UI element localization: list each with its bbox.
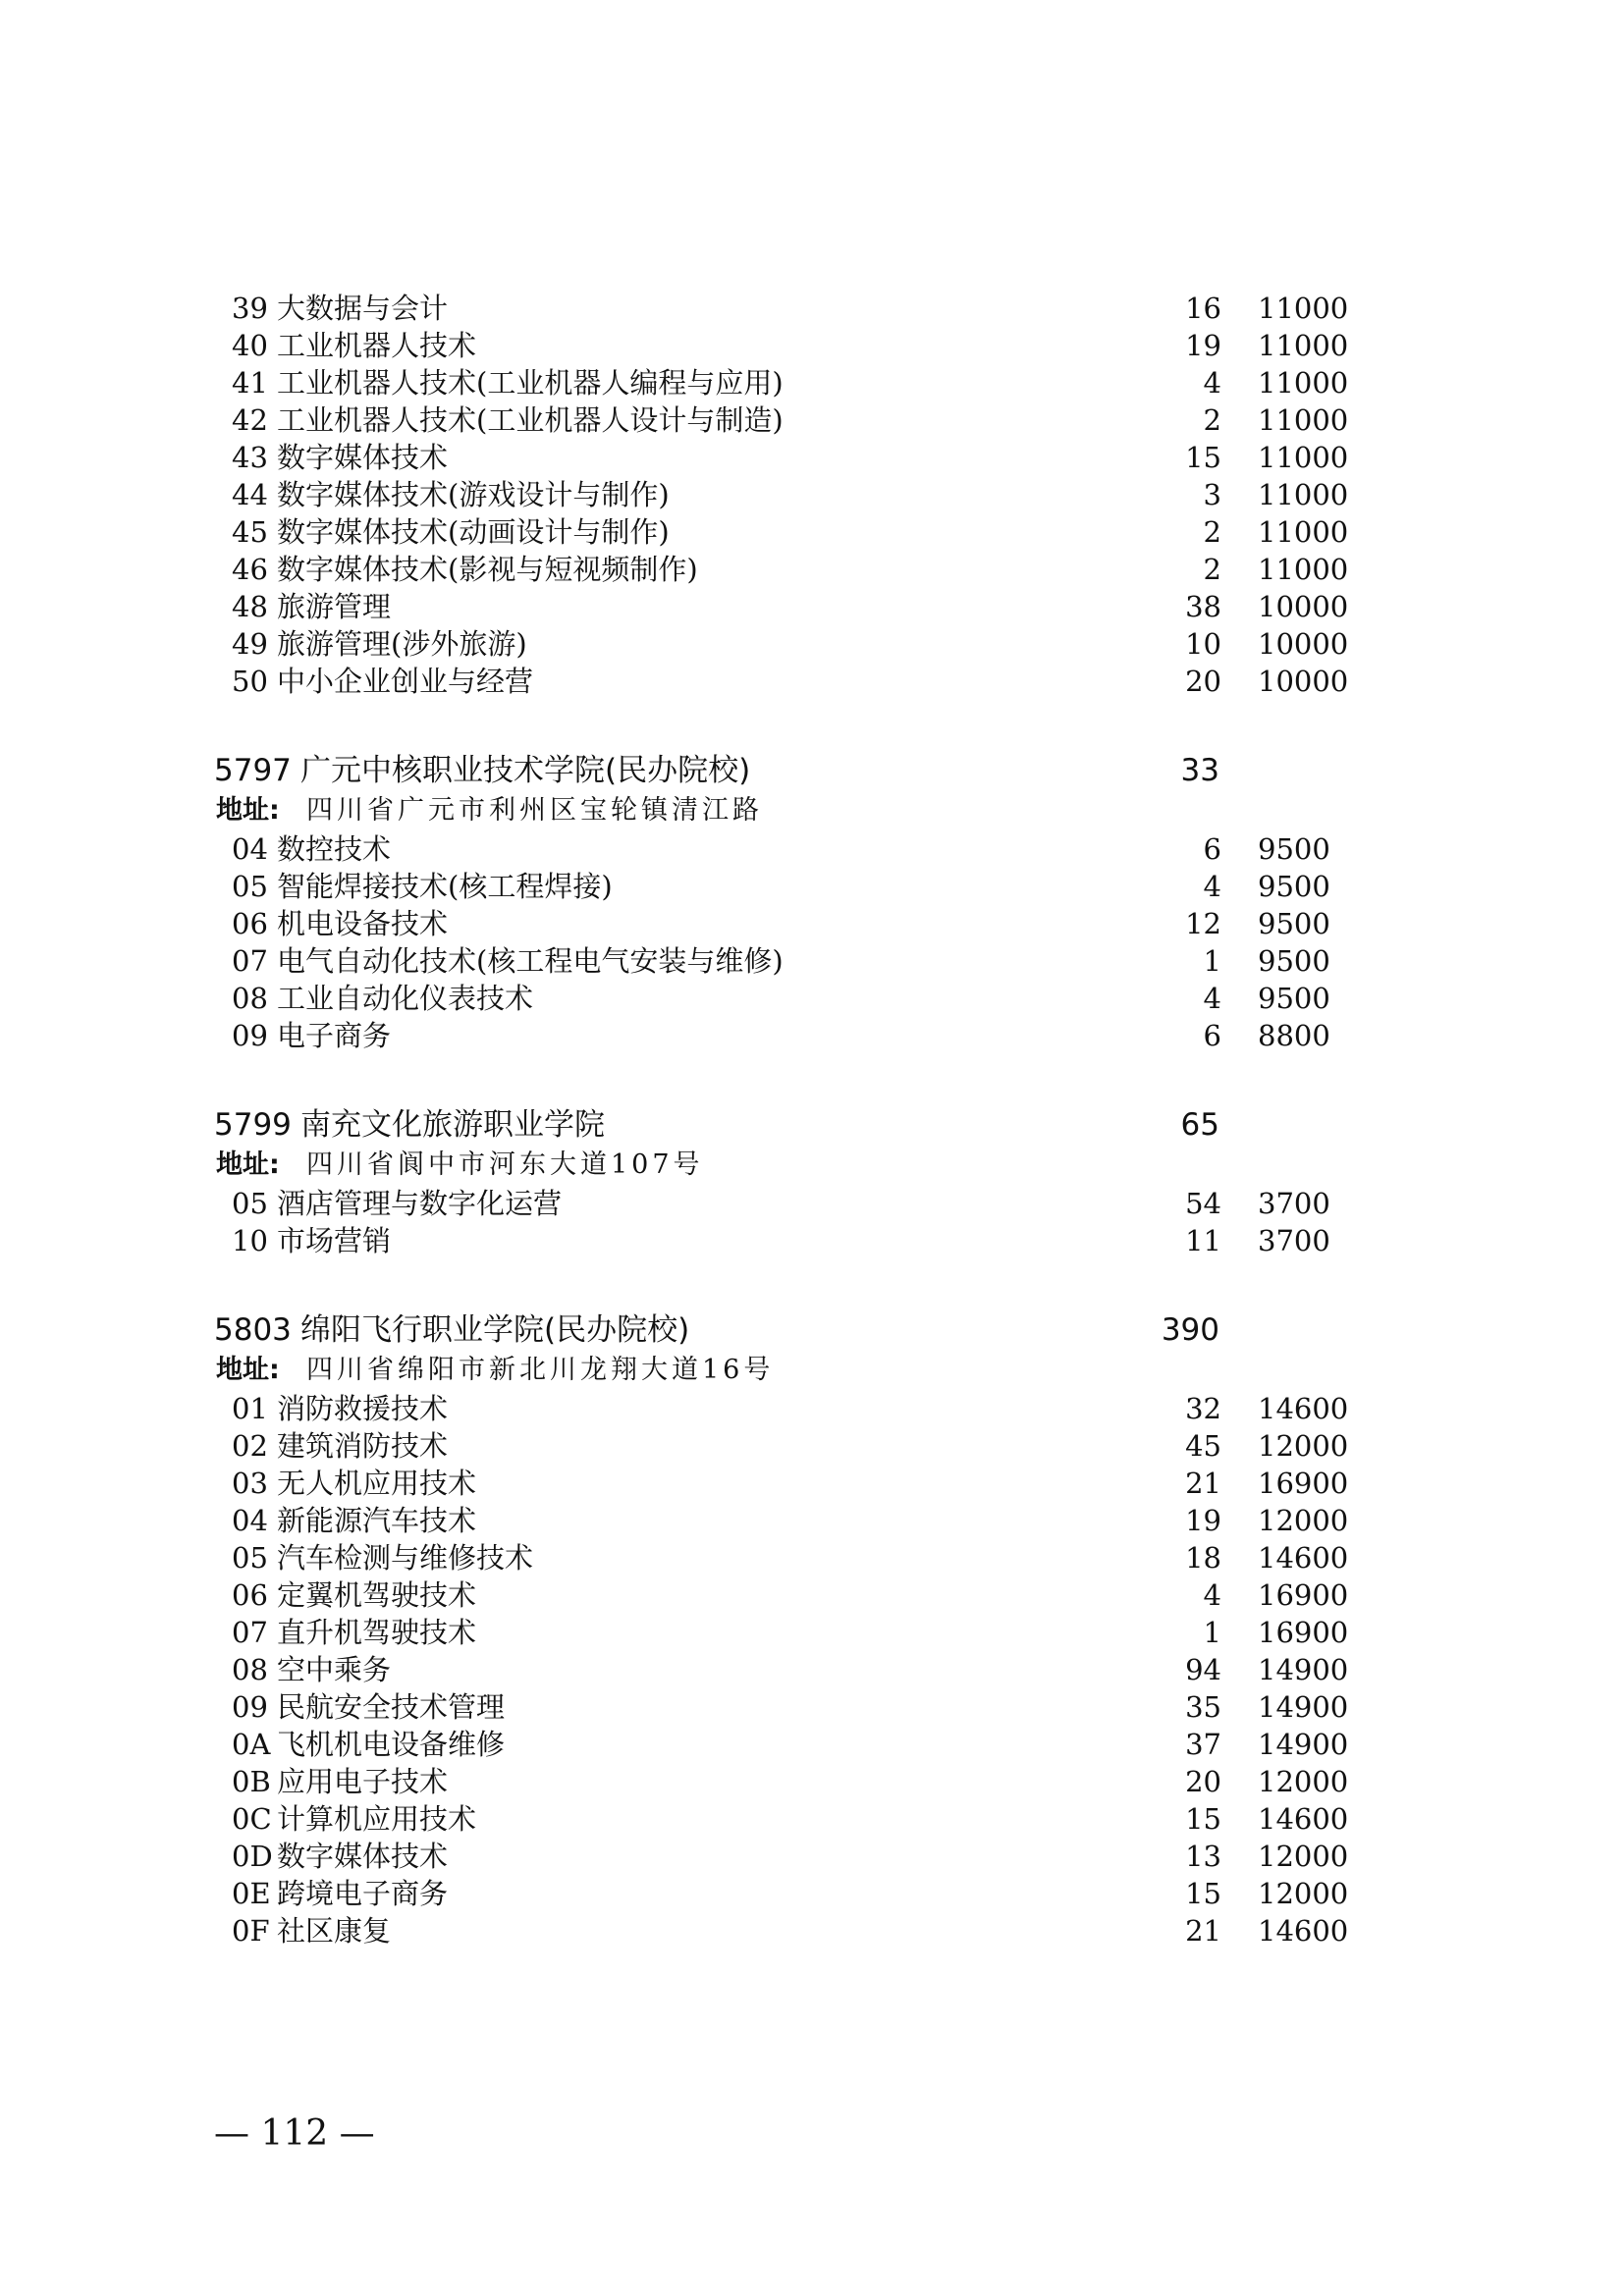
program-name: 工业机器人技术 (277, 329, 477, 362)
program-name: 市场营销 (277, 1224, 392, 1257)
program-code: 07 (232, 1616, 268, 1649)
program-name: 计算机应用技术 (277, 1802, 477, 1836)
program-name: 空中乘务 (277, 1653, 392, 1686)
program-name: 汽车检测与维修技术 (277, 1541, 534, 1575)
program-name: 旅游管理 (277, 590, 392, 623)
program-count: 2 (1203, 515, 1221, 549)
program-fee: 3700 (1258, 1187, 1330, 1220)
program-row (0, 1838, 1624, 1875)
program-fee: 9500 (1258, 944, 1330, 978)
program-fee: 14900 (1258, 1728, 1349, 1761)
school-header (0, 1309, 1624, 1351)
address-value: 四川省广元市利州区宝轮镇清江路 (306, 795, 763, 826)
program-count: 18 (1185, 1541, 1221, 1575)
address-label: 地址: (216, 795, 280, 826)
program-count: 15 (1185, 1877, 1221, 1910)
program-code: 07 (232, 944, 268, 978)
school-header (0, 1104, 1624, 1146)
address-label: 地址: (216, 1355, 280, 1385)
program-fee: 16900 (1258, 1467, 1349, 1500)
program-code: 0A (232, 1728, 271, 1761)
program-code: 45 (232, 515, 268, 549)
program-count: 15 (1185, 441, 1221, 474)
program-row (0, 1912, 1624, 1949)
program-fee: 11000 (1258, 329, 1349, 362)
program-name: 飞机机电设备维修 (277, 1728, 506, 1761)
address-value: 四川省绵阳市新北川龙翔大道16号 (306, 1355, 775, 1385)
program-fee: 9500 (1258, 870, 1330, 903)
program-count: 21 (1185, 1467, 1221, 1500)
program-count: 32 (1185, 1392, 1221, 1425)
program-code: 42 (232, 403, 268, 437)
program-fee: 10000 (1258, 590, 1349, 623)
program-row (0, 1017, 1624, 1054)
program-row (0, 1614, 1624, 1651)
program-code: 03 (232, 1467, 268, 1500)
program-code: 48 (232, 590, 268, 623)
program-count: 4 (1203, 1578, 1221, 1612)
program-code: 01 (232, 1392, 268, 1425)
school-address (0, 793, 1624, 828)
program-count: 19 (1185, 1504, 1221, 1537)
program-count: 38 (1185, 590, 1221, 623)
program-row (0, 1875, 1624, 1912)
program-name: 社区康复 (277, 1914, 392, 1948)
program-fee: 10000 (1258, 627, 1349, 661)
program-count: 20 (1185, 1765, 1221, 1798)
program-row (0, 364, 1624, 401)
program-code: 04 (232, 1504, 268, 1537)
program-row (0, 980, 1624, 1017)
program-name: 智能焊接技术(核工程焊接) (277, 870, 613, 903)
program-count: 11 (1185, 1224, 1221, 1257)
program-fee: 11000 (1258, 441, 1349, 474)
program-code: 09 (232, 1690, 268, 1724)
program-row (0, 625, 1624, 663)
program-count: 54 (1185, 1187, 1221, 1220)
program-fee: 9500 (1258, 832, 1330, 866)
program-name: 中小企业创业与经营 (277, 665, 534, 698)
program-code: 09 (232, 1019, 268, 1052)
program-name: 旅游管理(涉外旅游) (277, 627, 527, 661)
program-count: 6 (1203, 832, 1221, 866)
program-name: 应用电子技术 (277, 1765, 449, 1798)
school-name: 绵阳飞行职业学院(民办院校) (300, 1312, 690, 1348)
school-code: 5799 (214, 1107, 292, 1143)
program-row (0, 476, 1624, 513)
program-fee: 12000 (1258, 1877, 1349, 1910)
program-code: 05 (232, 1541, 268, 1575)
school-name: 广元中核职业技术学院(民办院校) (300, 753, 751, 788)
program-code: 46 (232, 553, 268, 586)
program-fee: 14900 (1258, 1653, 1349, 1686)
program-fee: 12000 (1258, 1765, 1349, 1798)
program-count: 21 (1185, 1914, 1221, 1948)
program-count: 4 (1203, 982, 1221, 1015)
address-value: 四川省阆中市河东大道107号 (306, 1149, 704, 1180)
program-name: 工业机器人技术(工业机器人设计与制造) (277, 403, 784, 437)
program-fee: 14600 (1258, 1392, 1349, 1425)
program-count: 1 (1203, 1616, 1221, 1649)
program-fee: 12000 (1258, 1429, 1349, 1463)
program-code: 44 (232, 478, 268, 511)
program-row (0, 551, 1624, 588)
program-count: 2 (1203, 553, 1221, 586)
program-code: 0D (232, 1840, 273, 1873)
program-fee: 8800 (1258, 1019, 1330, 1052)
program-fee: 14600 (1258, 1802, 1349, 1836)
school-code: 5797 (214, 753, 292, 788)
program-code: 06 (232, 1578, 268, 1612)
school-code: 5803 (214, 1312, 292, 1348)
program-count: 12 (1185, 907, 1221, 940)
program-name: 数字媒体技术 (277, 441, 449, 474)
program-fee: 11000 (1258, 553, 1349, 586)
program-name: 建筑消防技术 (277, 1429, 449, 1463)
program-name: 大数据与会计 (277, 292, 449, 325)
program-row (0, 1576, 1624, 1614)
program-fee: 16900 (1258, 1578, 1349, 1612)
program-code: 0C (232, 1802, 272, 1836)
program-fee: 14900 (1258, 1690, 1349, 1724)
program-name: 无人机应用技术 (277, 1467, 477, 1500)
page-number: — 112 — (214, 2113, 375, 2154)
program-code: 43 (232, 441, 268, 474)
program-code: 49 (232, 627, 268, 661)
program-name: 数控技术 (277, 832, 392, 866)
program-row (0, 439, 1624, 476)
program-count: 13 (1185, 1840, 1221, 1873)
program-count: 4 (1203, 366, 1221, 400)
school-name: 南充文化旅游职业学院 (300, 1107, 605, 1143)
school-header (0, 750, 1624, 791)
program-fee: 11000 (1258, 478, 1349, 511)
program-row (0, 1688, 1624, 1726)
program-row (0, 1539, 1624, 1576)
program-count: 94 (1185, 1653, 1221, 1686)
program-code: 02 (232, 1429, 268, 1463)
program-row (0, 663, 1624, 700)
program-count: 3 (1203, 478, 1221, 511)
program-name: 机电设备技术 (277, 907, 449, 940)
program-code: 0B (232, 1765, 271, 1798)
program-fee: 11000 (1258, 403, 1349, 437)
program-fee: 14600 (1258, 1541, 1349, 1575)
program-name: 工业自动化仪表技术 (277, 982, 534, 1015)
program-row (0, 868, 1624, 905)
program-fee: 9500 (1258, 907, 1330, 940)
program-name: 消防救援技术 (277, 1392, 449, 1425)
program-code: 10 (232, 1224, 268, 1257)
program-row (0, 327, 1624, 364)
program-row (0, 1502, 1624, 1539)
program-name: 数字媒体技术(动画设计与制作) (277, 515, 670, 549)
program-code: 40 (232, 329, 268, 362)
program-row (0, 1427, 1624, 1465)
program-row (0, 1390, 1624, 1427)
program-row (0, 1651, 1624, 1688)
program-fee: 11000 (1258, 366, 1349, 400)
program-name: 电气自动化技术(核工程电气安装与维修) (277, 944, 784, 978)
program-count: 45 (1185, 1429, 1221, 1463)
program-name: 跨境电子商务 (277, 1877, 449, 1910)
program-row (0, 401, 1624, 439)
school-count: 33 (1180, 753, 1219, 788)
program-code: 04 (232, 832, 268, 866)
program-name: 电子商务 (277, 1019, 392, 1052)
program-count: 2 (1203, 403, 1221, 437)
program-fee: 12000 (1258, 1504, 1349, 1537)
program-row (0, 942, 1624, 980)
program-code: 0F (232, 1914, 270, 1948)
program-name: 数字媒体技术(影视与短视频制作) (277, 553, 698, 586)
program-fee: 11000 (1258, 292, 1349, 325)
program-code: 39 (232, 292, 268, 325)
program-fee: 3700 (1258, 1224, 1330, 1257)
program-code: 50 (232, 665, 268, 698)
program-fee: 14600 (1258, 1914, 1349, 1948)
program-name: 数字媒体技术 (277, 1840, 449, 1873)
program-name: 新能源汽车技术 (277, 1504, 477, 1537)
program-row (0, 290, 1624, 327)
program-code: 05 (232, 870, 268, 903)
program-count: 37 (1185, 1728, 1221, 1761)
program-row (0, 588, 1624, 625)
program-code: 08 (232, 982, 268, 1015)
program-name: 工业机器人技术(工业机器人编程与应用) (277, 366, 784, 400)
program-name: 直升机驾驶技术 (277, 1616, 477, 1649)
program-name: 数字媒体技术(游戏设计与制作) (277, 478, 670, 511)
program-row (0, 830, 1624, 868)
program-row (0, 1222, 1624, 1259)
program-name: 定翼机驾驶技术 (277, 1578, 477, 1612)
program-fee: 16900 (1258, 1616, 1349, 1649)
program-row (0, 1465, 1624, 1502)
program-fee: 11000 (1258, 515, 1349, 549)
program-count: 1 (1203, 944, 1221, 978)
program-row (0, 513, 1624, 551)
program-count: 19 (1185, 329, 1221, 362)
program-code: 06 (232, 907, 268, 940)
program-row (0, 1185, 1624, 1222)
address-label: 地址: (216, 1149, 280, 1180)
school-count: 390 (1161, 1312, 1219, 1348)
program-code: 05 (232, 1187, 268, 1220)
program-fee: 12000 (1258, 1840, 1349, 1873)
program-row (0, 905, 1624, 942)
program-name: 民航安全技术管理 (277, 1690, 506, 1724)
program-code: 08 (232, 1653, 268, 1686)
school-count: 65 (1180, 1107, 1219, 1143)
program-count: 6 (1203, 1019, 1221, 1052)
program-row (0, 1726, 1624, 1763)
program-fee: 10000 (1258, 665, 1349, 698)
program-fee: 9500 (1258, 982, 1330, 1015)
school-address (0, 1353, 1624, 1388)
program-name: 酒店管理与数字化运营 (277, 1187, 563, 1220)
program-code: 0E (232, 1877, 271, 1910)
program-code: 41 (232, 366, 268, 400)
program-count: 16 (1185, 292, 1221, 325)
program-row (0, 1763, 1624, 1800)
program-row (0, 1800, 1624, 1838)
program-count: 15 (1185, 1802, 1221, 1836)
program-count: 10 (1185, 627, 1221, 661)
program-count: 20 (1185, 665, 1221, 698)
school-address (0, 1148, 1624, 1183)
program-count: 35 (1185, 1690, 1221, 1724)
program-count: 4 (1203, 870, 1221, 903)
